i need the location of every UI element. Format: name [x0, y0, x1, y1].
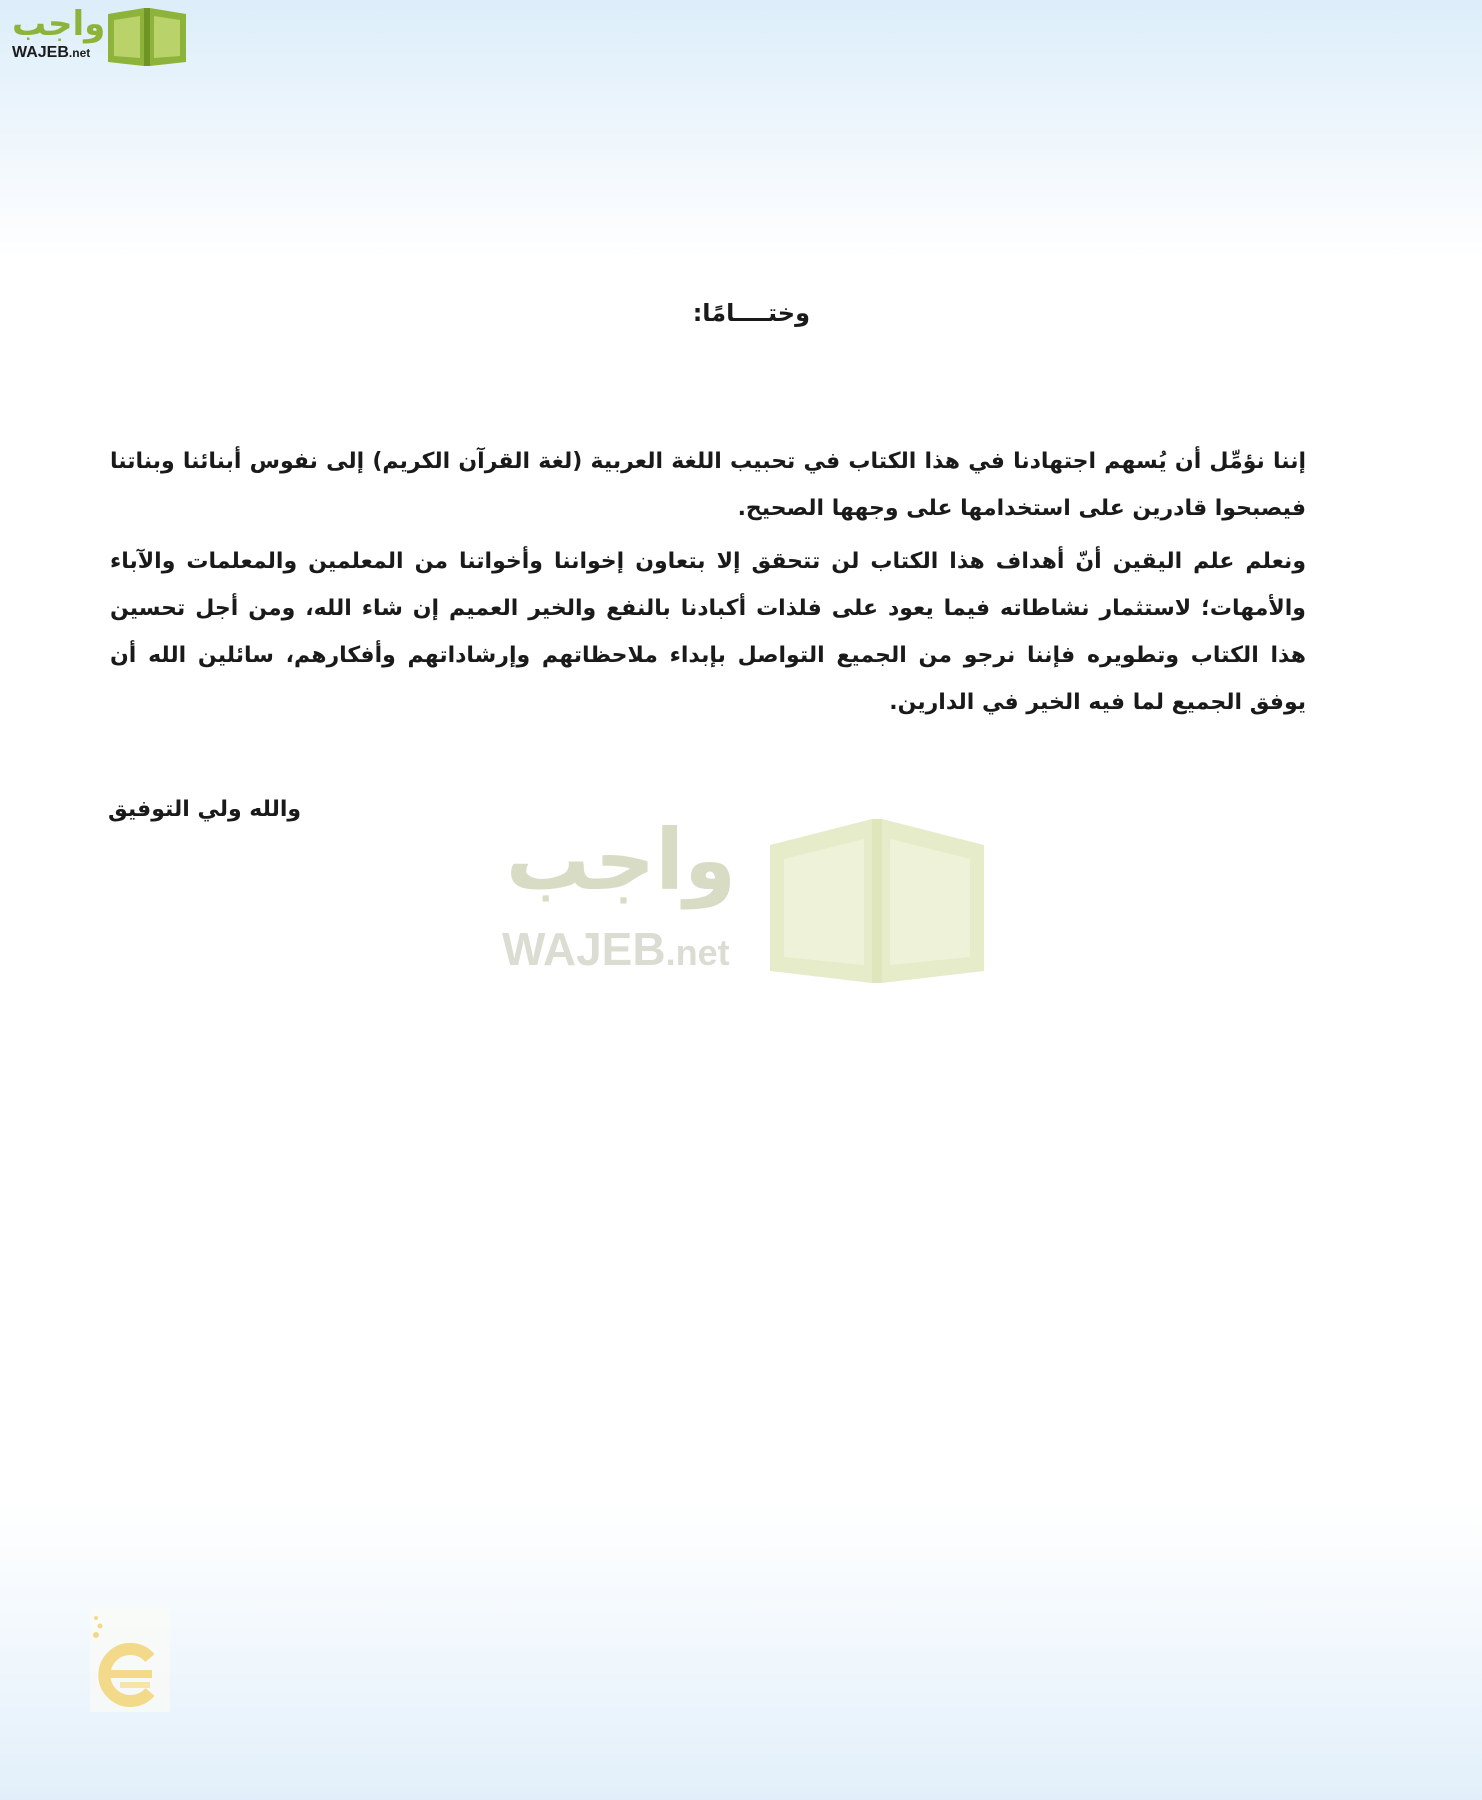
watermark-book-icon — [764, 815, 990, 985]
logo-latin-suffix: .net — [68, 46, 91, 60]
paragraph-intro: إننا نؤمِّل أن يُسهم اجتهادنا في هذا الكتاب في تحبيب اللغة العربية (لغة القرآن الكريم) إلى نفوس أبنائنا وبناتنا فيصبحوا قادرين على استخدامها على وجهها الصحيح. — [110, 449, 1306, 521]
closing-line: والله ولي التوفيق — [108, 797, 302, 822]
logo-latin-text — [12, 44, 90, 62]
watermark-latin-suffix: .net — [665, 932, 730, 973]
watermark — [496, 811, 990, 995]
heading-container — [400, 296, 810, 330]
watermark-latin-name: WAJEB — [502, 923, 666, 975]
book-icon — [106, 6, 188, 68]
logo-arabic-text: واجب — [12, 4, 106, 44]
watermark-arabic-text: واجب — [505, 811, 737, 909]
paragraph-main: ونعلم علم اليقين أنّ أهداف هذا الكتاب لن تتحقق إلا بتعاون إخواننا وأخواتنا من المعلمين والمعلمات والآباء والأمهات؛ لاستثمار نشاطاته فيما يعود على فلذات أكبادنا بالنفع والخير العميم إن شاء الله، ومن أجل تحسين هذا الكتاب وتطويره فإننا نرجو من الجميع التواصل بإبداء ملاحظاتهم وإرشاداتهم وأفكارهم، سائلين الله أن يوفق الجميع لما فيه الخير في الدارين. — [110, 549, 1306, 715]
site-logo[interactable] — [10, 4, 190, 68]
body-text — [110, 438, 1306, 732]
publisher-emblem-icon — [90, 1608, 170, 1712]
logo-latin-name: WAJEB — [12, 44, 69, 61]
watermark-latin-text — [502, 923, 730, 979]
page-heading: وختــــامًا: — [692, 299, 810, 327]
